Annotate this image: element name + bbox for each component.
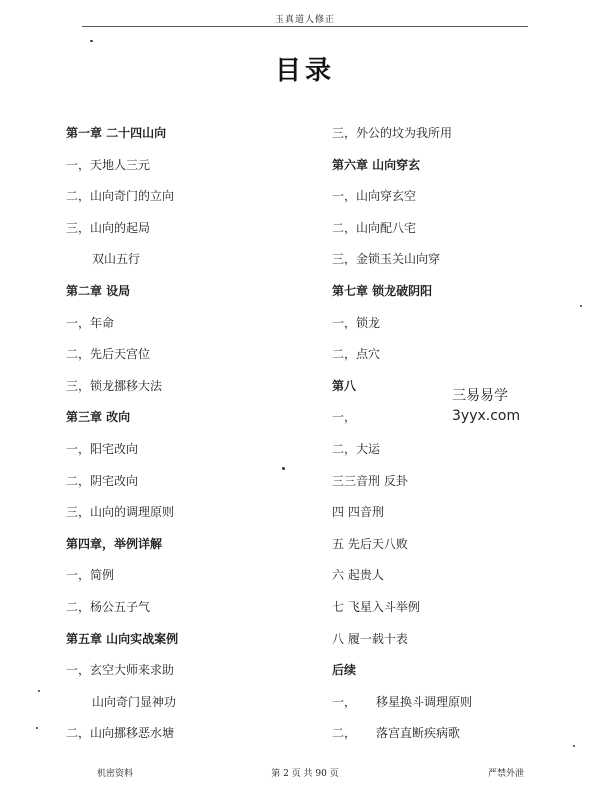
toc-section [66, 719, 306, 751]
toc-chapter-heading [66, 403, 306, 435]
toc-section [332, 719, 572, 751]
toc-chapter-label: 第五章 山向实战案例 [66, 631, 179, 646]
toc-section-label: 一，年命 [66, 315, 115, 330]
scan-speck [580, 305, 582, 307]
toc-section-label: 二，先后天宫位 [66, 347, 151, 362]
toc-section-label: 四 四音刑 [332, 505, 384, 520]
toc-section-label: 三，金锁玉关山向穿 [332, 252, 441, 267]
page-title: 目录 [274, 56, 335, 86]
toc-section-label: 三，锁龙挪移大法 [66, 378, 163, 393]
toc-section-label: 三，山向的起局 [66, 220, 151, 235]
toc-chapter-label: 第八 [332, 378, 357, 393]
toc-section-label: 二，阴宅改向 [66, 473, 139, 488]
toc-section [66, 561, 306, 593]
toc-section [66, 656, 306, 688]
toc-section [332, 309, 572, 341]
toc-section-label: 三，外公的坟为我所用 [332, 126, 453, 140]
toc-section-label: 二，山向挪移恶水塘 [66, 726, 175, 741]
toc-section [332, 245, 572, 277]
toc-section [332, 182, 572, 214]
watermark-line-1: 三易易学 [452, 388, 508, 404]
toc-section-label: 二，山向配八宅 [332, 220, 417, 235]
footer-page-number: 第 2 页 共 90 页 [271, 769, 339, 779]
toc-subsection [66, 688, 306, 720]
toc-section-label: 三，山向的调理原则 [66, 505, 175, 520]
toc-section-label: 落宫直断疾病歌 [376, 726, 461, 741]
toc-section [66, 182, 306, 214]
toc-section [332, 214, 572, 246]
toc-section [332, 467, 572, 499]
toc-chapter-heading [332, 656, 572, 688]
toc-section [332, 561, 572, 593]
toc-section [332, 688, 572, 720]
toc-section-label: 一， [332, 410, 357, 425]
toc-chapter-heading [66, 119, 306, 151]
page-header: 玉真道人修正 [274, 15, 335, 25]
toc-section [66, 593, 306, 625]
toc-section [332, 625, 572, 657]
toc-section [66, 498, 306, 530]
toc-section-label: 二，大运 [332, 441, 381, 456]
toc-chapter-label: 后续 [332, 663, 357, 678]
toc-section-number: 二， [332, 726, 357, 741]
toc-section-label: 二，点穴 [332, 347, 381, 362]
toc-section [66, 309, 306, 341]
toc-column-left [66, 119, 306, 751]
toc-section [332, 530, 572, 562]
scan-speck [36, 727, 38, 729]
toc-section-label: 二，杨公五子气 [66, 599, 151, 614]
toc-chapter-heading [332, 277, 572, 309]
toc-chapter-label: 第二章 设局 [66, 283, 131, 298]
toc-chapter-label: 第三章 改向 [66, 410, 131, 425]
toc-section-label: 七 飞星入斗举例 [332, 599, 420, 614]
toc-chapter-label: 第四章，举例详解 [66, 536, 163, 551]
toc-section [66, 151, 306, 183]
toc-section-label: 五 先后天八败 [332, 536, 408, 551]
toc-section [332, 498, 572, 530]
watermark [452, 386, 520, 426]
toc-section [66, 372, 306, 404]
toc-section-label: 移星换斗调理原则 [376, 694, 473, 709]
toc-chapter-heading [66, 530, 306, 562]
scan-speck [282, 467, 285, 470]
toc-section-number: 一， [332, 694, 357, 709]
toc-section-label: 一，玄空大师来求助 [66, 663, 175, 678]
toc-section [66, 214, 306, 246]
scan-speck [573, 745, 575, 747]
toc-section-label: 一，锁龙 [332, 315, 381, 330]
toc-chapter-label: 第一章 二十四山向 [66, 126, 167, 140]
scan-speck [90, 40, 93, 42]
toc-section [332, 340, 572, 372]
toc-chapter-heading [332, 151, 572, 183]
toc-section [332, 119, 572, 151]
toc-section [332, 593, 572, 625]
watermark-line-2: 3yyx.com [452, 408, 521, 424]
scan-speck [38, 690, 40, 692]
toc-section-label: 六 起贵人 [332, 568, 384, 583]
footer-left: 机密资料 [97, 769, 134, 779]
toc-section [66, 467, 306, 499]
toc-subsection-label: 双山五行 [92, 252, 141, 267]
toc-section [66, 340, 306, 372]
toc-section [332, 435, 572, 467]
header-rule [82, 26, 528, 27]
toc-chapter-heading [66, 277, 306, 309]
toc-section-label: 二，山向奇门的立向 [66, 189, 175, 204]
toc-chapter-label: 第七章 锁龙破阴阳 [332, 283, 433, 298]
toc-section-label: 一，阳宅改向 [66, 441, 139, 456]
toc-section-label: 一，简例 [66, 568, 115, 583]
toc-subsection-label: 山向奇门显神功 [92, 694, 177, 709]
toc-column-right [332, 119, 572, 751]
toc-subsection [66, 245, 306, 277]
toc-chapter-heading [66, 625, 306, 657]
footer-right: 严禁外泄 [488, 769, 525, 779]
toc-section-label: 三三音刑 反卦 [332, 473, 408, 488]
toc-section [66, 435, 306, 467]
toc-section-label: 一，天地人三元 [66, 157, 151, 172]
toc-section-label: 八 履一载十表 [332, 631, 408, 646]
toc-section-label: 一，山向穿玄空 [332, 189, 417, 204]
toc-chapter-label: 第六章 山向穿玄 [332, 157, 421, 172]
